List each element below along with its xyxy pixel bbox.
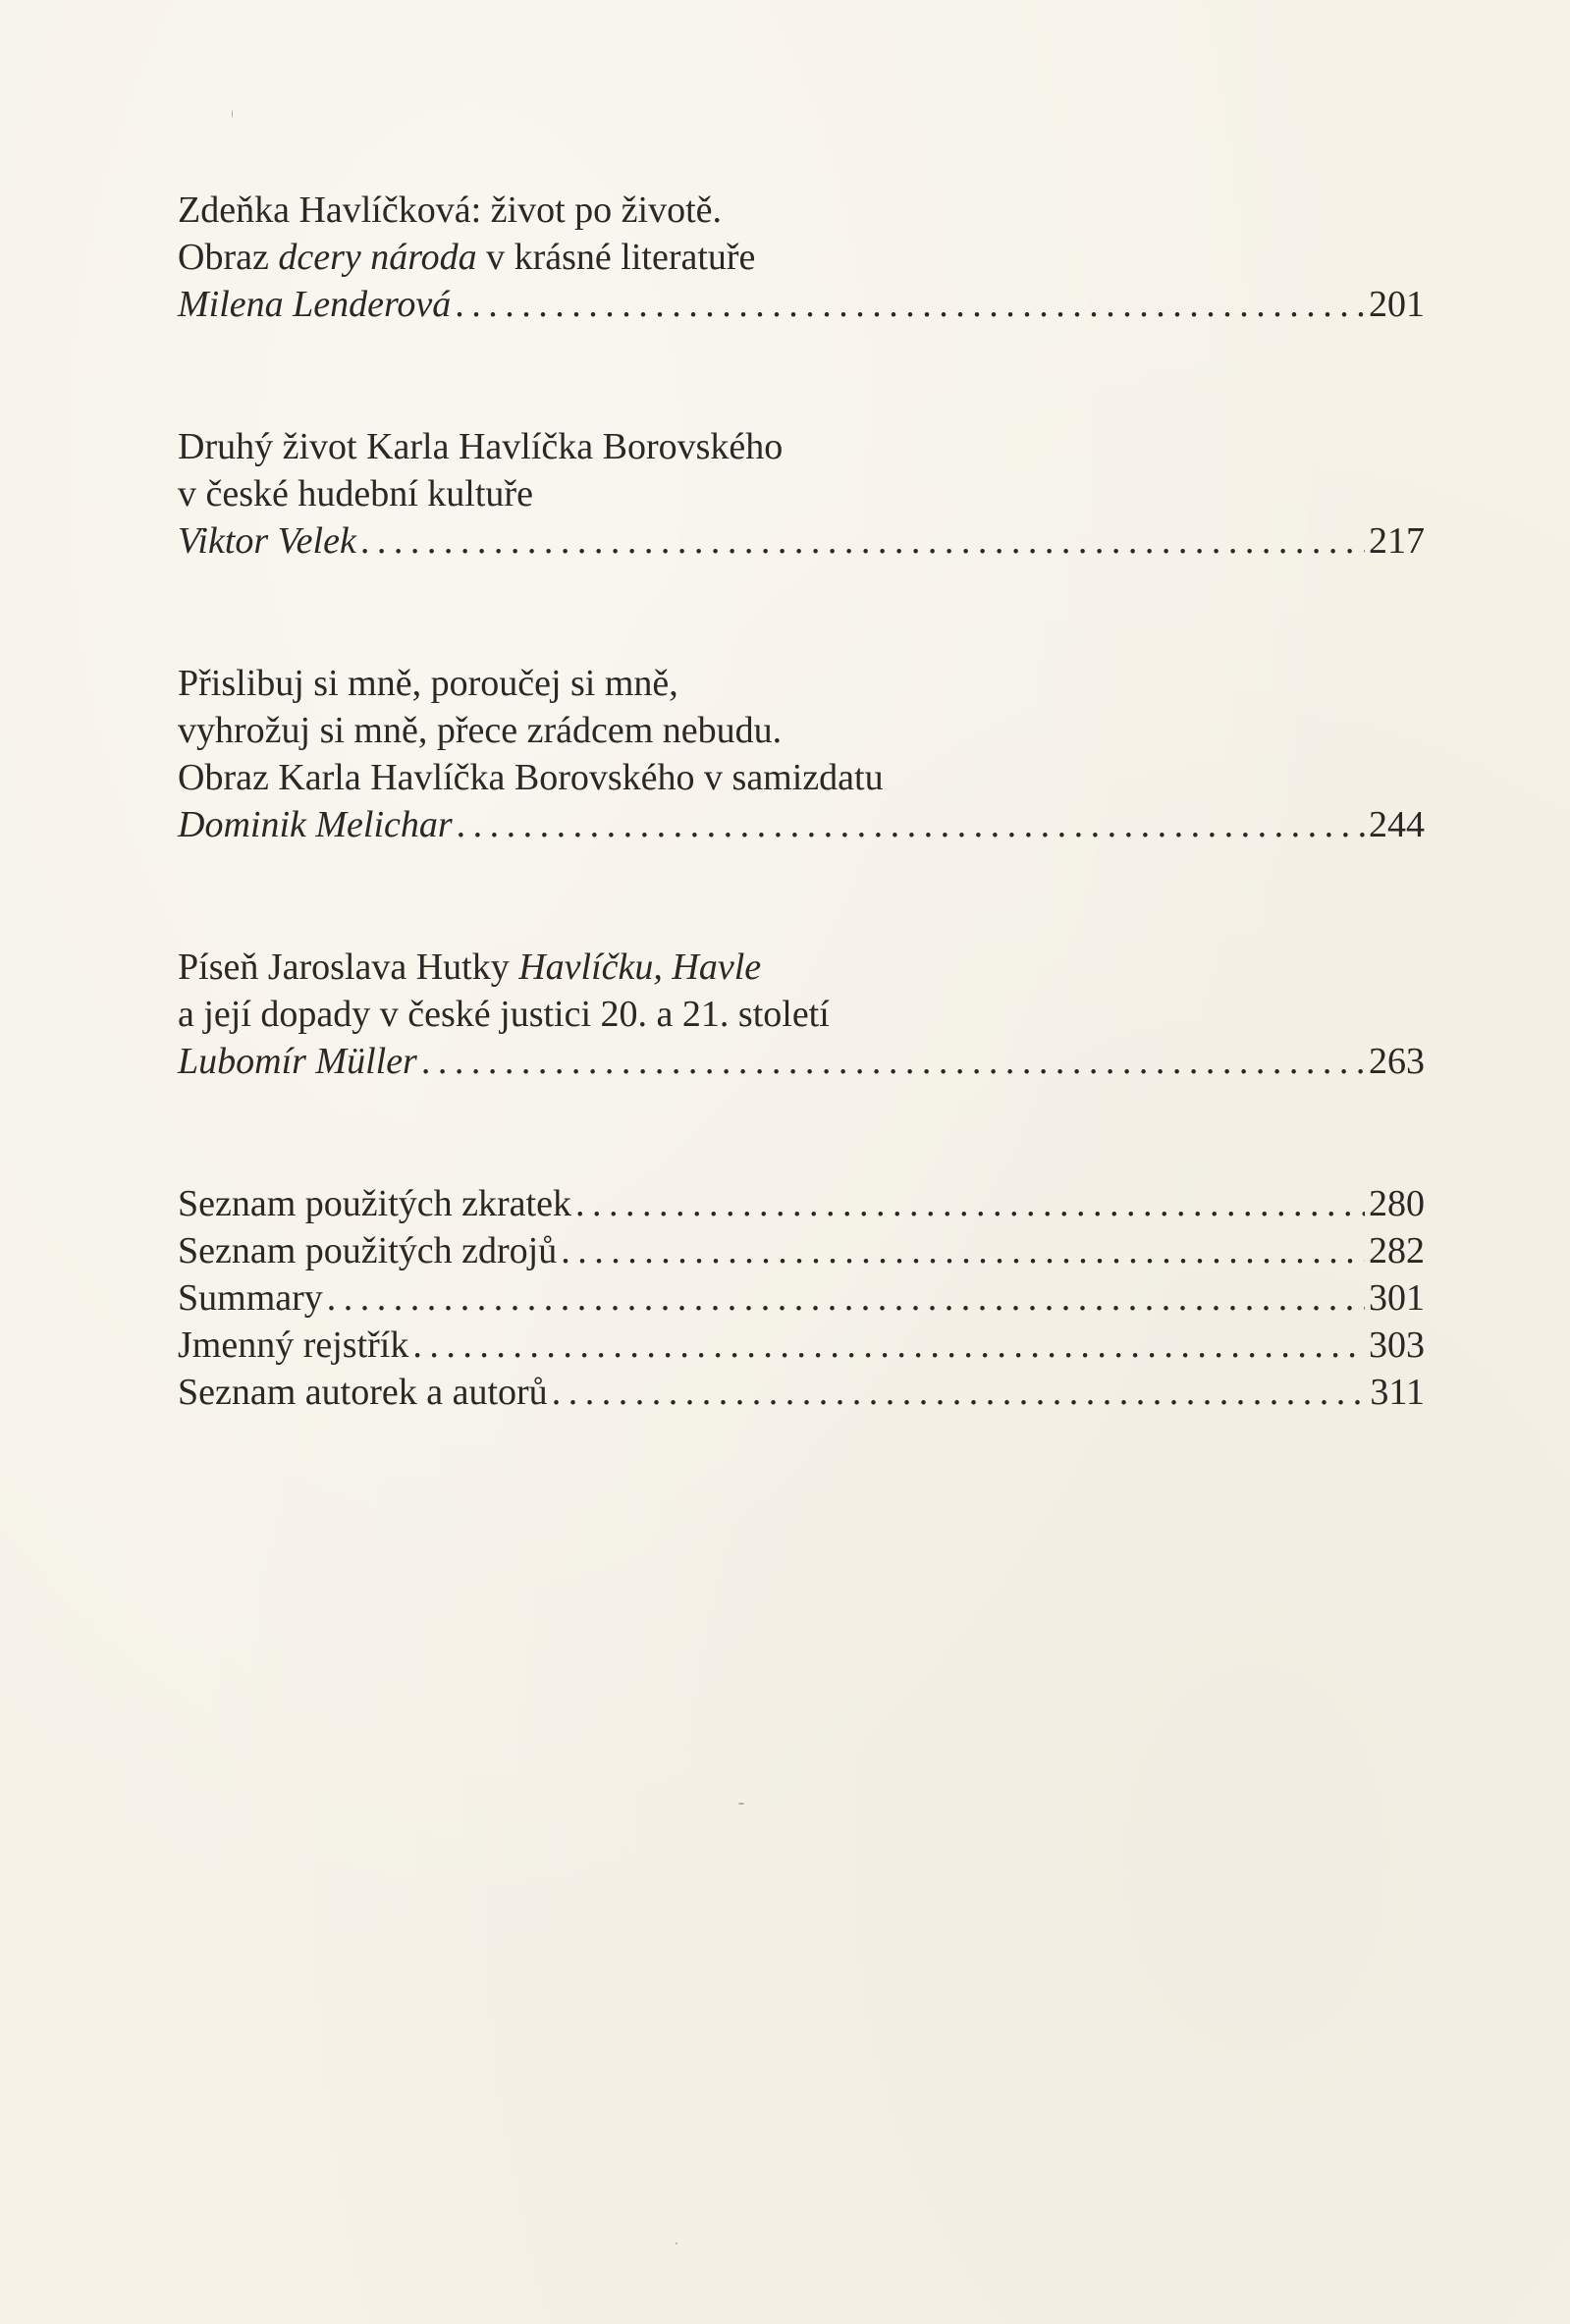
appendix-item <box>178 1322 1425 1369</box>
dot-leader <box>360 517 1365 565</box>
title-segment: a její dopady v české justici 20. a 21. století <box>178 994 830 1035</box>
title-segment: vyhrožuj si mně, přece zrádcem nebudu. <box>178 710 783 751</box>
entry-title-line <box>178 660 1425 707</box>
appendix-item <box>178 1180 1425 1227</box>
page-number: 201 <box>1369 284 1425 325</box>
page-number: 217 <box>1369 520 1425 562</box>
paper-speck <box>676 2243 677 2244</box>
toc-appendix <box>178 1180 1425 1416</box>
appendix-item <box>178 1227 1425 1274</box>
appendix-label: Seznam použitých zdrojů <box>178 1230 558 1271</box>
entry-author: Lubomír Müller <box>178 1041 417 1082</box>
entry-title-line <box>178 470 1425 517</box>
entry-title-line <box>178 234 1425 281</box>
title-segment: Obraz Karla Havlíčka Borovského v samizdatu <box>178 757 884 798</box>
title-segment: v české hudební kultuře <box>178 473 533 514</box>
dot-leader <box>412 1322 1365 1369</box>
entry-title-line <box>178 991 1425 1038</box>
paper-speck <box>232 110 233 118</box>
toc-entry <box>178 944 1425 1085</box>
appendix-item <box>178 1274 1425 1322</box>
entry-title-line <box>178 754 1425 801</box>
page-number: 311 <box>1370 1372 1425 1413</box>
italic-title-segment: dcery národa <box>278 237 477 278</box>
title-segment: Zdeňka Havlíčková: život po životě. <box>178 189 722 231</box>
page-number: 282 <box>1369 1230 1425 1271</box>
entry-title-line <box>178 707 1425 754</box>
page-number: 280 <box>1369 1183 1425 1224</box>
author-page-line <box>178 1038 1425 1085</box>
dot-leader <box>327 1274 1365 1322</box>
author-page-line <box>178 801 1425 848</box>
table-of-contents <box>178 187 1425 1416</box>
appendix-label: Seznam autorek a autorů <box>178 1372 548 1413</box>
title-segment: Přislibuj si mně, poroučej si mně, <box>178 663 678 704</box>
dot-leader <box>552 1369 1367 1416</box>
appendix-label: Jmenný rejstřík <box>178 1324 409 1366</box>
author-page-line <box>178 517 1425 565</box>
entry-author: Viktor Velek <box>178 520 356 562</box>
toc-entries <box>178 187 1425 1085</box>
page-number: 244 <box>1369 804 1425 845</box>
page-number: 303 <box>1369 1324 1425 1366</box>
paper-speck <box>738 1803 744 1805</box>
entry-title-line <box>178 423 1425 470</box>
dot-leader <box>457 801 1365 848</box>
dot-leader <box>455 281 1365 328</box>
entry-author: Dominik Melichar <box>178 804 453 845</box>
toc-entry <box>178 187 1425 328</box>
title-segment: v krásné literatuře <box>476 237 756 278</box>
toc-entry <box>178 423 1425 565</box>
page-number: 301 <box>1369 1277 1425 1319</box>
entry-title-line <box>178 944 1425 991</box>
appendix-item <box>178 1369 1425 1416</box>
entry-title-line <box>178 187 1425 234</box>
appendix-label: Summary <box>178 1277 323 1319</box>
page-number: 263 <box>1369 1041 1425 1082</box>
dot-leader <box>575 1180 1365 1227</box>
toc-entry <box>178 660 1425 848</box>
title-segment: Druhý život Karla Havlíčka Borovského <box>178 426 784 467</box>
title-segment: Obraz <box>178 237 279 278</box>
italic-title-segment: Havlíčku, Havle <box>518 946 762 988</box>
title-segment: Píseň Jaroslava Hutky <box>178 946 519 988</box>
dot-leader <box>561 1227 1365 1274</box>
dot-leader <box>421 1038 1365 1085</box>
author-page-line <box>178 281 1425 328</box>
appendix-label: Seznam použitých zkratek <box>178 1183 571 1224</box>
entry-author: Milena Lenderová <box>178 284 452 325</box>
